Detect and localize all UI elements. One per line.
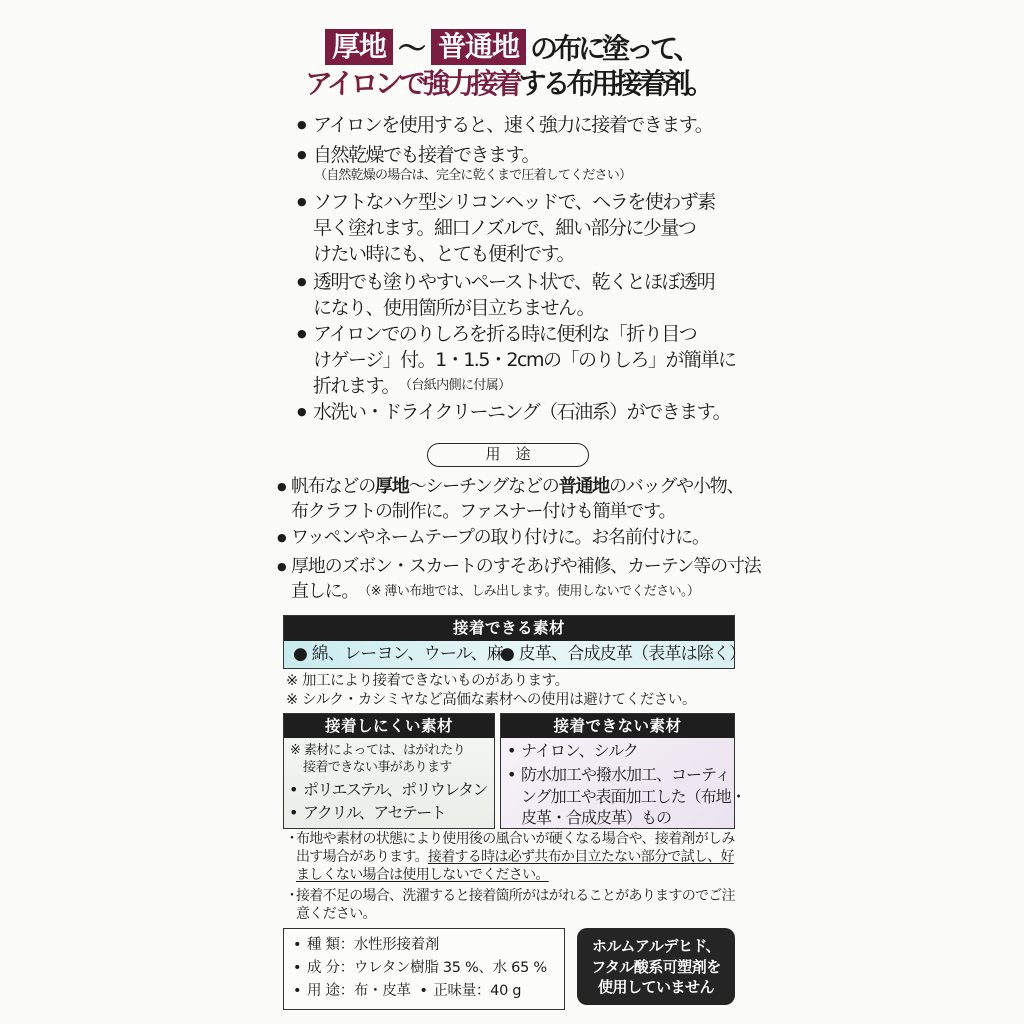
feature-item (297, 142, 539, 168)
usage-note (285, 830, 735, 884)
cannot-bond-item-text: 防水加工や撥水加工、コーティ (521, 765, 730, 784)
use-text: のバッグや小物、 (608, 476, 744, 497)
feature-text: アイロンを使用すると、速く強力に接着できます。 (313, 114, 713, 136)
feature-text: 透明でも塗りやすいペースト状で、乾くとほぼ透明 (313, 271, 715, 293)
bullet-icon: ● (297, 118, 307, 131)
bullet-icon: • (419, 983, 428, 999)
feature-text: けたい時にも、とても便利です。 (313, 243, 574, 265)
usage-note-line: 意ください。 (296, 906, 376, 922)
usage-note-line (285, 830, 735, 848)
use-text: 直しに。 (291, 581, 359, 602)
bondable-item (500, 641, 745, 668)
bullet-icon: ● (297, 327, 307, 340)
usage-note-underlined: 接着する時は必ず共布か目立たない部分で試し、好 (427, 849, 734, 865)
feature-note: （台紙内側に付属） (398, 378, 511, 393)
use-text: 〜シーチングなどの (408, 476, 559, 497)
usage-note (285, 887, 735, 923)
bullet-icon: ● (297, 148, 307, 161)
normal-fabric-tag: 普通地 (431, 29, 526, 65)
spec-use-text: 用 途：布・皮革 (307, 983, 411, 999)
free-of-line: フタル酸系可塑剤を (591, 957, 721, 976)
bullet-icon: ● (297, 275, 307, 288)
cannot-bond-item (507, 740, 638, 762)
spec-net-weight-text: 正味量：40 g (433, 983, 522, 999)
feature-item (297, 269, 714, 321)
headline-line-2-rest: する布用接着剤。 (518, 67, 711, 100)
use-text: ワッペンやネームテープの取り付けに。お名前付けに。 (291, 527, 709, 548)
feature-note: （自然乾燥の場合は、完全に乾くまで圧着してください） (314, 168, 632, 183)
hard-to-bond-item-text: ポリエステル、ポリウレタン (303, 780, 487, 799)
spec-type (293, 934, 439, 956)
bullet-icon: ● (297, 405, 307, 418)
hard-to-bond-title: 接着しにくい素材 (284, 714, 494, 738)
usage-note-text: 接着不足の場合、洗濯すると接着箇所がはがれることがありますのでご注 (296, 888, 735, 904)
use-text: 厚地のズボン・スカートのすそあげや補修、カーテン等の寸法 (291, 556, 761, 577)
cannot-bond-title: 接着できない素材 (501, 714, 734, 738)
spec-box (283, 928, 565, 1010)
usage-note-line (285, 887, 735, 905)
headline-line-1 (325, 28, 698, 66)
headline-highlight: アイロンで強力接着 (305, 67, 519, 100)
feature-text: 折れます。 (313, 375, 399, 397)
feature-text: けゲージ」付。1・1.5・2cmの「のりしろ」が簡単に (313, 349, 736, 371)
use-item (277, 554, 761, 604)
feature-item (297, 112, 712, 138)
spec-ingredients (293, 957, 547, 979)
bullet-icon: ● (293, 644, 308, 664)
bullet-icon: • (293, 937, 302, 953)
bullet-icon: • (293, 960, 302, 976)
usage-note-underlined: ましくない場合は使用しないでください。 (296, 867, 549, 883)
bullet-icon: • (289, 803, 297, 822)
free-of-line: ホルムアルデヒド、 (592, 937, 720, 955)
usage-note-line (285, 848, 735, 866)
feature-text: 水洗い・ドライクリーニング（石油系）ができます。 (313, 401, 731, 423)
bullet-icon: ● (277, 560, 287, 573)
free-of-line: 使用していません (597, 978, 714, 996)
bullet-icon: • (507, 765, 516, 784)
headline-line-1-rest: の布に塗って、 (530, 32, 698, 65)
feature-text: 自然乾燥でも接着できます。 (313, 144, 539, 166)
cannot-bond-box (500, 713, 746, 829)
caution-text: ※ シルク・カシミヤなど高価な素材への使用は避けてください。 (286, 692, 697, 708)
headline-line-2 (305, 66, 711, 102)
feature-text: になり、使用箇所が目立ちません。 (313, 297, 595, 319)
tilde: 〜 (398, 32, 427, 65)
usage-note-text: 布地や素材の状態により使用後の風合いが硬くなる場合や、接着剤がしみ (296, 831, 735, 847)
feature-text: ソフトなハケ型シリコンヘッドで、ヘラを使わず素 (313, 191, 715, 213)
use-text: 帆布などの (291, 476, 375, 497)
spec-type-text: 種 類：水性形接着剤 (307, 937, 440, 953)
hard-to-bond-note: 接着できない事があります (303, 760, 452, 775)
cannot-bond-item (507, 764, 730, 786)
use-text-bold: 厚地 (375, 476, 409, 497)
bondable-item-text: 皮革、合成皮革（表革は除く） (518, 644, 746, 664)
hard-to-bond-item-text: アクリル、アセテート (303, 803, 446, 822)
usage-note-text: 出す場合があります。 (296, 849, 428, 865)
use-note: （※ 薄い布地では、しみ出します。使用しないでください。） (358, 584, 700, 599)
bullet-icon: ● (297, 195, 307, 208)
use-item (277, 525, 709, 550)
bondable-materials-box (283, 615, 746, 669)
use-text: 布クラフトの制作に。ファスナー付けも簡単です。 (291, 501, 676, 522)
uses-label: 用 途 (427, 443, 589, 467)
caution-text: ※ 加工により接着できないものがあります。 (286, 673, 569, 689)
hard-to-bond-item (289, 802, 445, 824)
bullet-icon: ・ (285, 831, 299, 847)
feature-item (297, 321, 735, 399)
free-of-notice (577, 928, 735, 1005)
bullet-icon: • (507, 741, 516, 760)
use-text-bold: 普通地 (558, 476, 609, 497)
feature-text: 早く塗れます。細口ノズルで、細い部分に少量つ (313, 217, 696, 239)
use-item (277, 474, 743, 524)
cannot-bond-item-text: ナイロン、シルク (521, 741, 638, 760)
feature-item (297, 399, 730, 425)
spec-use (293, 980, 521, 1002)
usage-note-line (285, 866, 735, 884)
bullet-icon: • (293, 983, 302, 999)
hard-to-bond-box (283, 713, 495, 829)
bullet-icon: ● (500, 644, 515, 664)
bullet-icon: ● (277, 480, 287, 493)
cannot-bond-item-text: ング加工や表面加工した（布地・ (521, 787, 746, 806)
hard-to-bond-item (289, 779, 487, 801)
thick-fabric-tag: 厚地 (325, 29, 393, 65)
bondable-list (284, 641, 746, 668)
feature-text: アイロンでのりしろを折る時に便利な「折り目つ (313, 323, 697, 345)
bullet-icon: • (289, 780, 297, 799)
bondable-title: 接着できる素材 (284, 616, 734, 641)
bondable-item (293, 641, 503, 668)
bullet-icon: ・ (285, 888, 299, 904)
spec-ingredients-text: 成 分：ウレタン樹脂 35 %、水 65 % (307, 960, 547, 976)
hard-to-bond-note: ※ 素材によっては、はがれたり (290, 743, 466, 758)
bullet-icon: ● (277, 531, 287, 544)
feature-item (297, 189, 715, 267)
cannot-bond-item-text: 皮革・合成皮革）もの (521, 808, 672, 827)
bondable-item-text: 綿、レーヨン、ウール、麻 (311, 644, 503, 664)
